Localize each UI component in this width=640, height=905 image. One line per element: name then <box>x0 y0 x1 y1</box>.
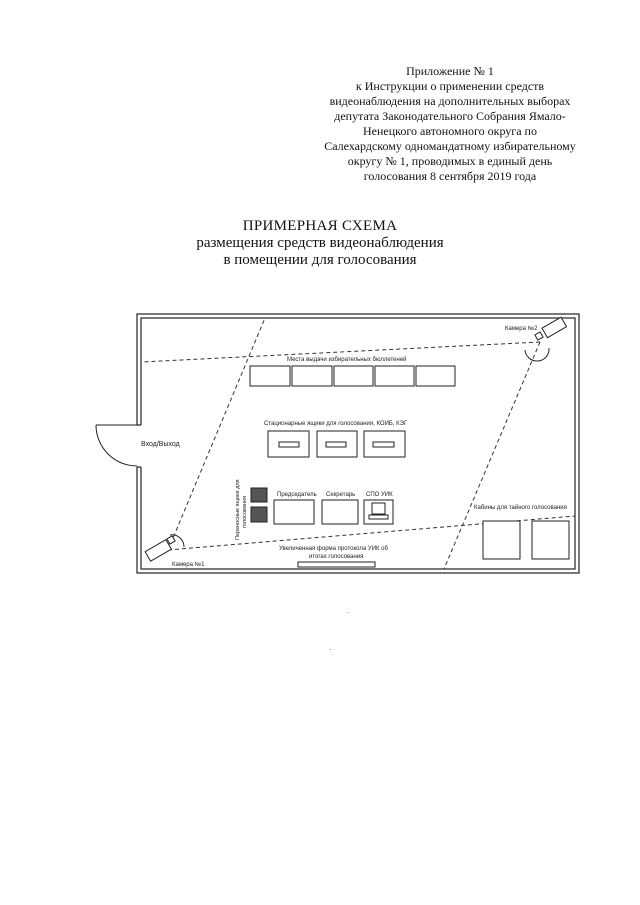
ballot-issue-desks <box>250 366 455 386</box>
entrance-door <box>96 425 144 467</box>
appendix-line: к Инструкции о применении средств <box>355 79 545 93</box>
stationary-box-slot <box>279 442 299 447</box>
title-line-3: в помещении для голосования <box>223 252 417 268</box>
portable-box <box>251 488 267 502</box>
voting-booths <box>483 521 569 559</box>
appendix-line: голосования 8 сентября 2019 года <box>363 169 537 183</box>
voting-booth <box>532 521 569 559</box>
appendix-line: округу № 1, проводимых в единый день <box>347 154 553 168</box>
protocol-stand <box>298 562 375 567</box>
ballot-issue-label: Места выдачи избирательных бюллетеней <box>287 357 407 363</box>
appendix-line: депутата Законодательного Собрания Ямало- <box>334 109 566 123</box>
ballot-desk <box>250 366 290 386</box>
camera-2-label: Камера №2 <box>505 326 538 332</box>
chairman-label: Председатель <box>277 492 317 498</box>
portable-boxes-label: Переносные ящики для <box>235 479 241 540</box>
ballot-desk <box>334 366 373 386</box>
chairman-table <box>274 500 314 524</box>
protocol-label: Увеличенная форма протокола УИК об <box>279 546 388 552</box>
scan-speck <box>347 612 348 613</box>
portable-box <box>251 507 267 522</box>
portable-ballot-boxes <box>251 488 267 522</box>
secretary-label: Секретарь <box>326 492 356 498</box>
voting-booth <box>483 521 520 559</box>
stationary-box-slot <box>373 442 394 447</box>
booths-label: Кабины для тайного голосования <box>474 505 567 511</box>
ballot-desk <box>375 366 414 386</box>
secretary-table <box>322 500 358 524</box>
ballot-desk <box>416 366 455 386</box>
spo-label: СПО УИК <box>366 492 393 498</box>
appendix-line: Ненецкого автономного округа по <box>363 124 537 138</box>
camera-2-icon <box>525 317 567 361</box>
appendix-line: Приложение № 1 <box>406 64 494 78</box>
stationary-boxes-label: Стационарные ящики для голосования, КОИБ, КЭГ <box>264 421 408 427</box>
stationary-box-slot <box>326 442 346 447</box>
camera-1-label: Камера №1 <box>172 562 205 568</box>
scan-speck <box>330 649 331 650</box>
protocol-label: итогах голосования <box>309 554 364 560</box>
appendix-line: Салехардскому одномандатному избирательному <box>324 139 576 153</box>
entrance-label: Вход/Выход <box>141 441 180 448</box>
title-line-2: размещения средств видеонаблюдения <box>196 235 444 251</box>
camera-1-icon <box>145 535 184 561</box>
portable-boxes-label: голосования <box>242 495 248 528</box>
laptop-icon <box>369 503 388 519</box>
title-line-1: ПРИМЕРНАЯ СХЕМА <box>242 218 398 234</box>
appendix-line: видеонаблюдения на дополнительных выборах <box>329 94 571 108</box>
ballot-desk <box>292 366 332 386</box>
stationary-ballot-boxes <box>268 431 405 457</box>
